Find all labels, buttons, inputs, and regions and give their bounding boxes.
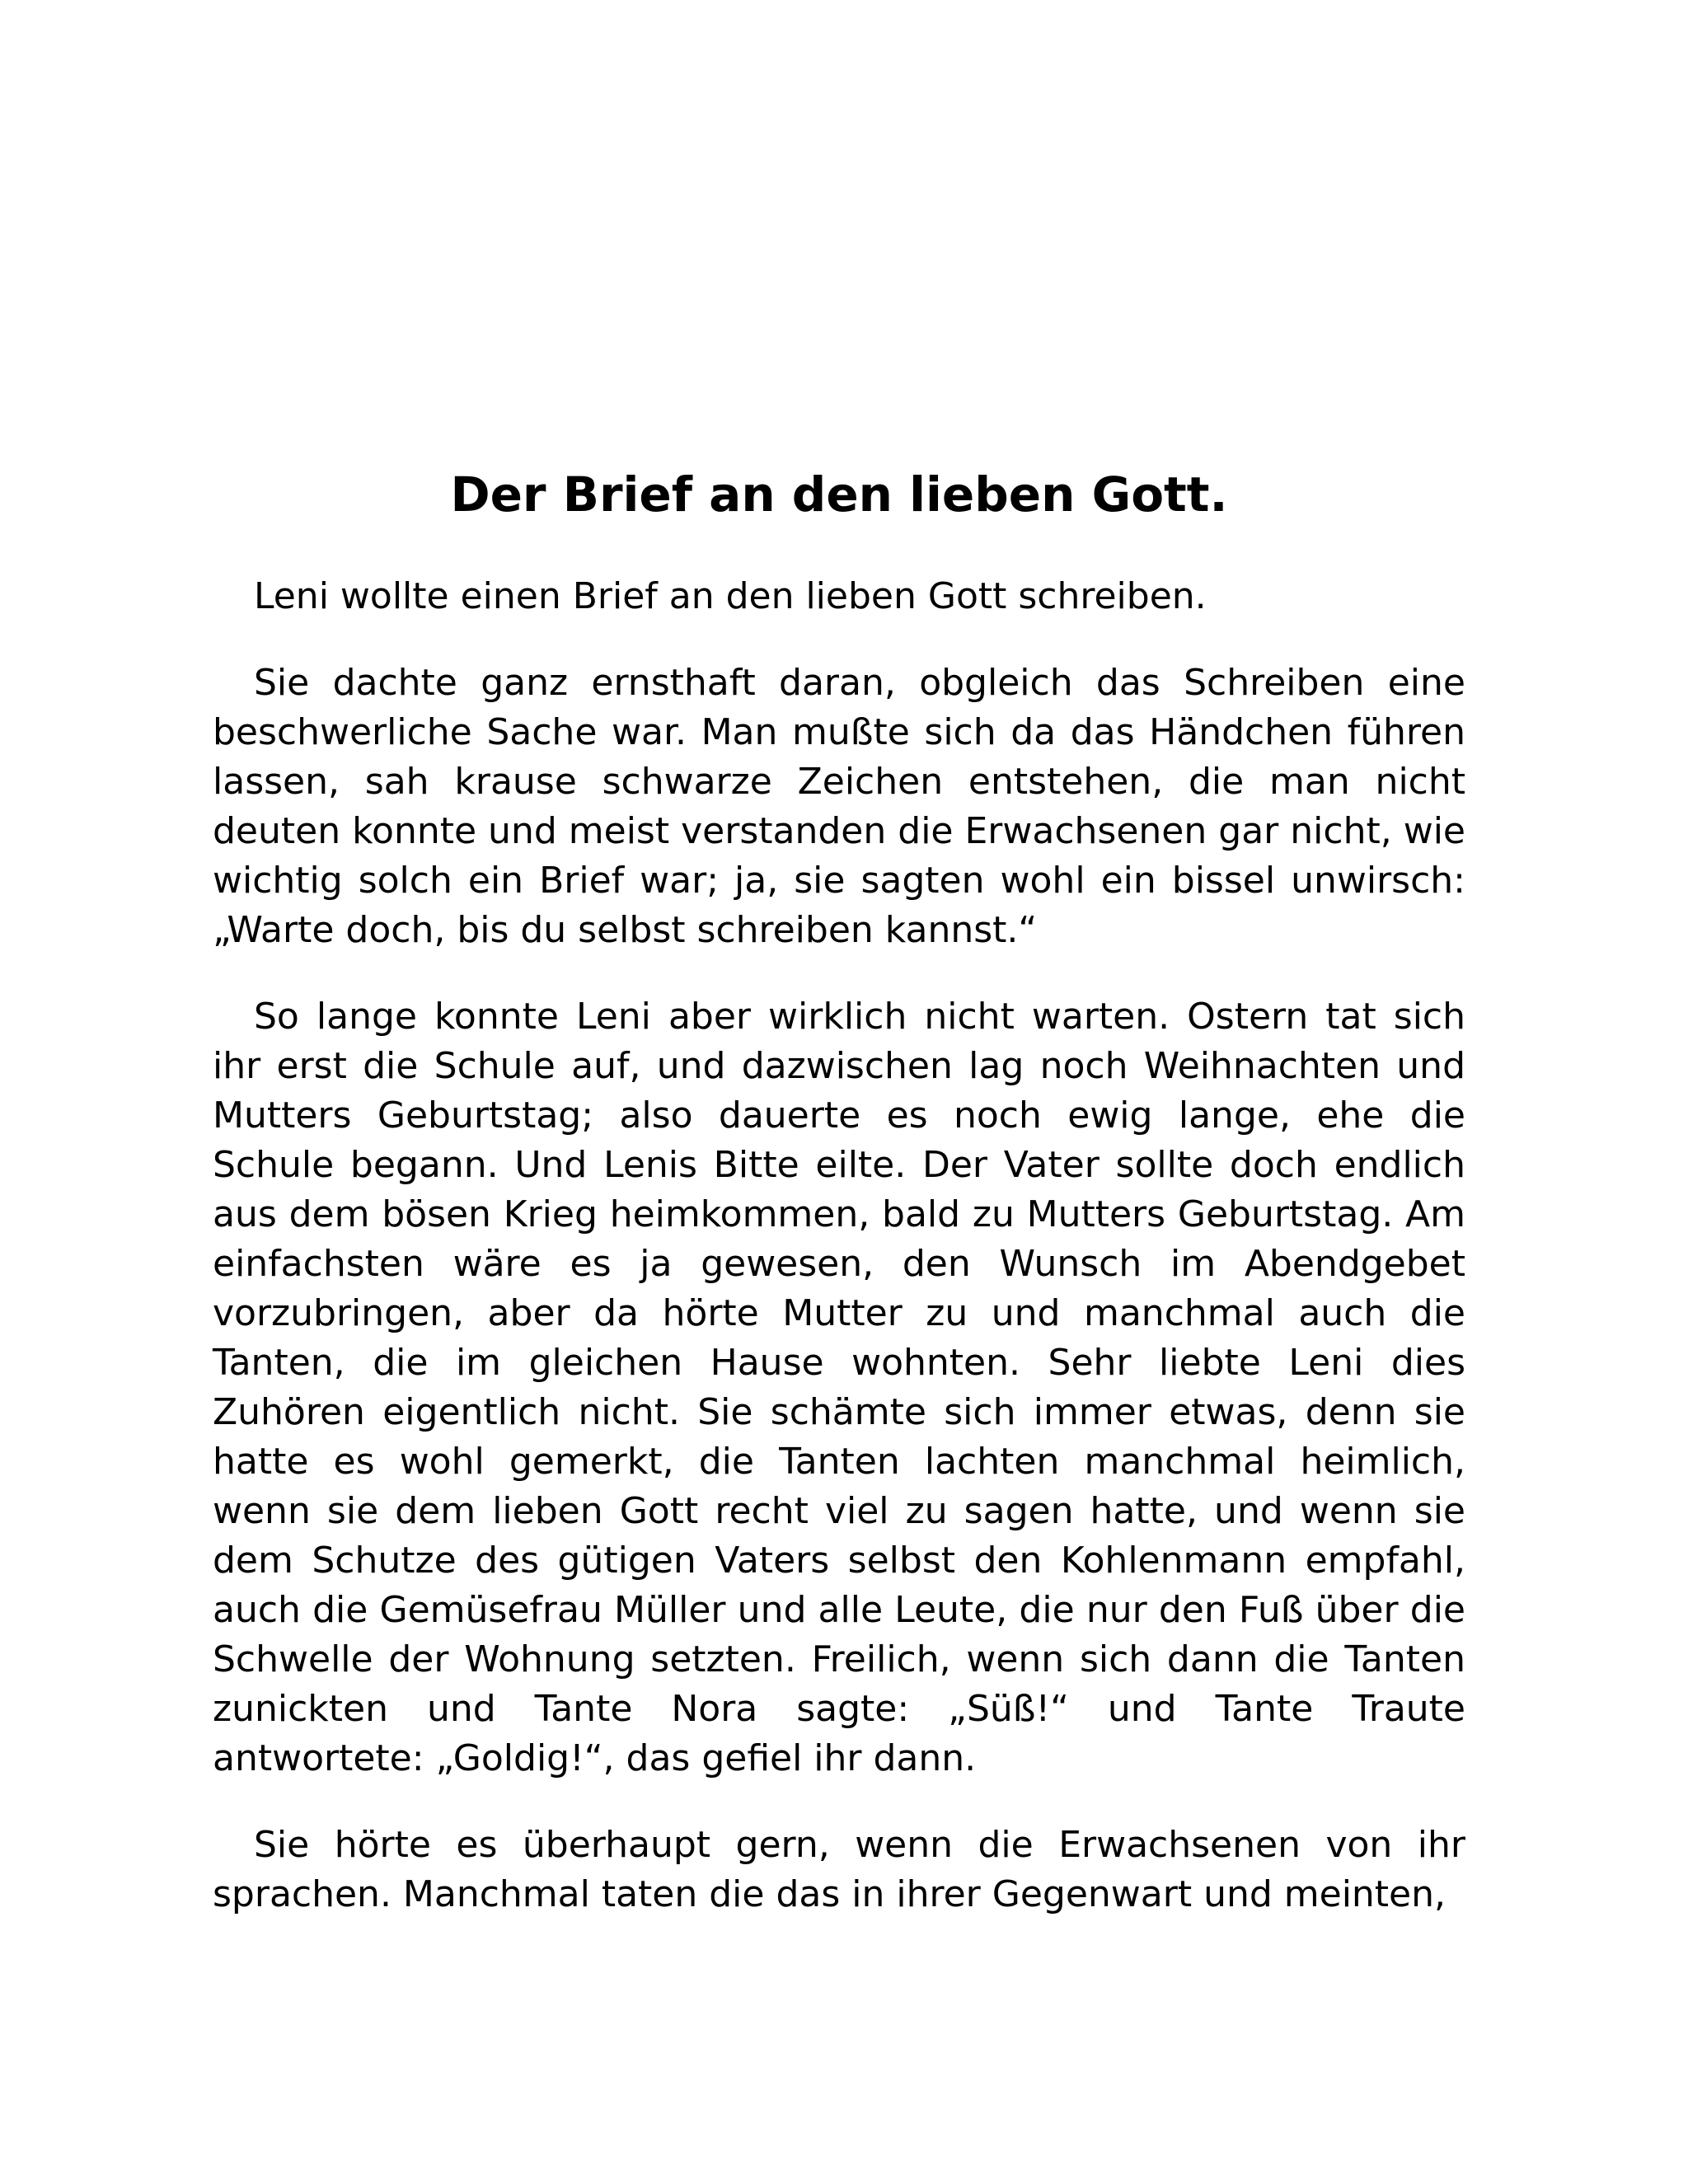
paragraph-2: Sie dachte ganz ernsthaft daran, obgleich das Schreiben eine beschwerliche Sache war. Man mußte sich da das Händchen führen lassen, sah krause schwarze Zeichen entstehen, die man nicht deuten konnte und meist verstanden die Erwachsenen gar nicht, wie wichtig solch ein Brief war; ja, sie sagten wohl ein bissel unwirsch: „Warte doch, bis du selbst schreiben kannst.“: [213, 662, 1465, 951]
paragraph-4: Sie hörte es überhaupt gern, wenn die Erwachsenen von ihr sprachen. Manchmal taten die das in ihrer Gegenwart und meinten,: [213, 1824, 1465, 1915]
paragraph-1: Leni wollte einen Brief an den lieben Gott schreiben.: [254, 575, 1207, 617]
document-page: [213, 462, 1465, 1919]
paragraph-3: So lange konnte Leni aber wirklich nicht warten. Ostern tat sich ihr erst die Schule auf, und dazwischen lag noch Weihnachten und Mutters Geburtstag; also dauerte es noch ewig lange, ehe die Schule begann. Und Lenis Bitte eilte. Der Vater sollte doch endlich aus dem bösen Krieg heimkommen, bald zu Mutters Geburtstag. Am einfachsten wäre es ja gewesen, den Wunsch im Abendgebet vorzubringen, aber da hörte Mutter zu und manchmal auch die Tanten, die im gleichen Hause wohnten. Sehr liebte Leni dies Zuhören eigentlich nicht. Sie schämte sich immer etwas, denn sie hatte es wohl gemerkt, die Tanten lachten manchmal heimlich, wenn sie dem lieben Gott recht viel zu sagen hatte, und wenn sie dem Schutze des gütigen Vaters selbst den Kohlenmann empfahl, auch die Gemüsefrau Müller und alle Leute, die nur den Fuß über die Schwelle der Wohnung setzten. Freilich, wenn sich dann die Tanten zunickten und Tante Nora sagte: „Süß!“ und Tante Traute antwortete: „Goldig!“, das gefiel ihr dann.: [213, 996, 1465, 1779]
chapter-title: Der Brief an den lieben Gott.: [450, 466, 1228, 523]
